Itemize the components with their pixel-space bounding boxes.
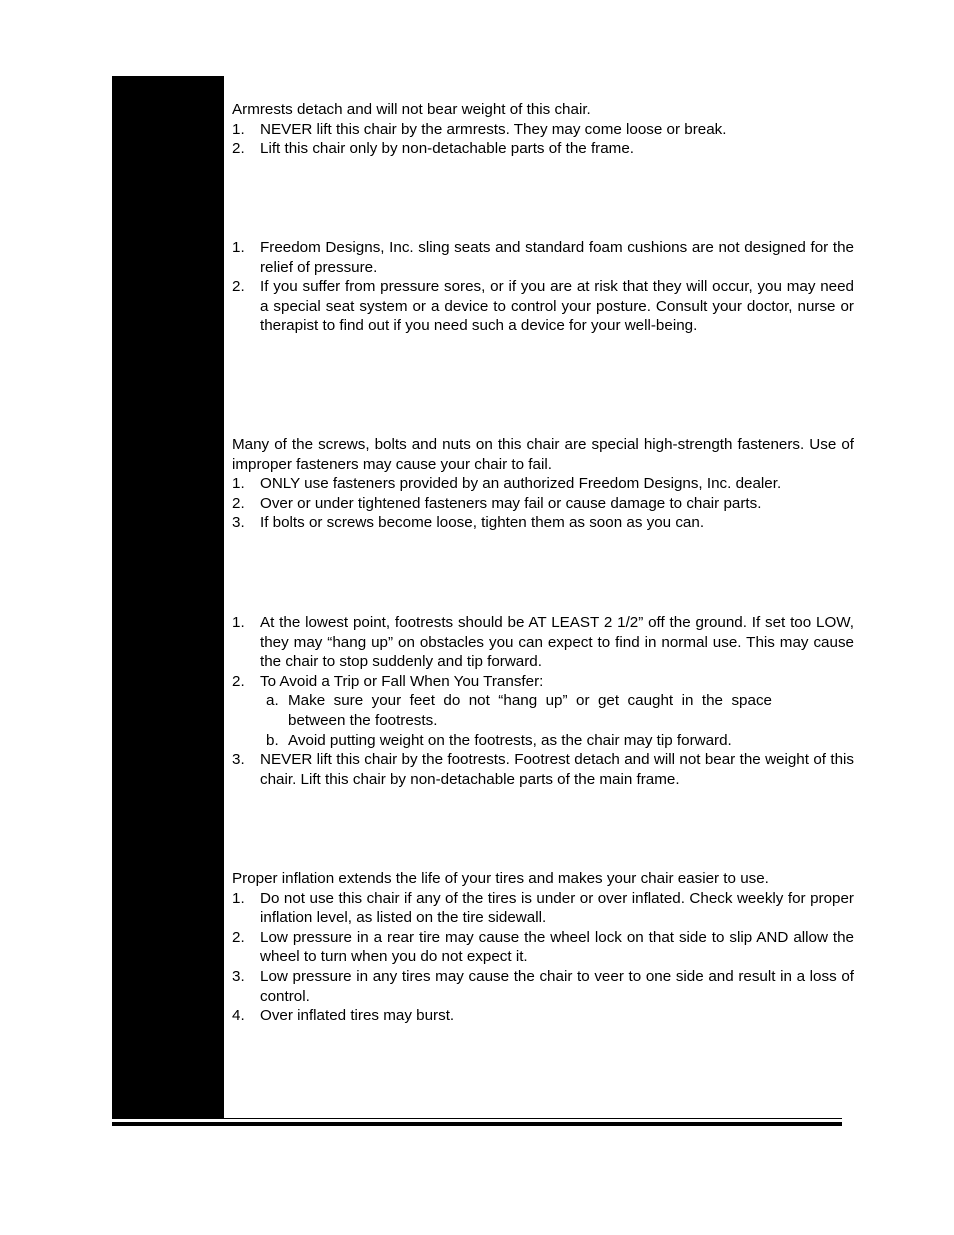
list-item: 2. Over or under tightened fasteners may fail or cause damage to chair parts. [232,494,762,512]
footer-rule-thin [112,1118,842,1119]
list-item: 2. If you suffer from pressure sores, or if you are at risk that they will occur, you may need a special seat system or a device to control your posture. Consult your doctor, nurse or therapist to find out if you need such a device for your well-being. [232,278,854,335]
list-item: 1. Freedom Designs, Inc. sling seats and standard foam cushions are not designed for the relief of pressure. [232,239,854,276]
armrests-section [232,100,854,159]
list-item: 3. If bolts or screws become loose, tighten them as soon as you can. [232,514,705,532]
warning-list [232,120,854,159]
list-item: 2. To Avoid a Trip or Fall When You Transfer: a. Make sure your feet do not “hang up” or get caught in the space between the footrests. b. Avoid putting weight on the footrests, as the chair may tip forward. [232,672,854,750]
sub-list-item: b. Avoid putting weight on the footrests, as the chair may tip forward. [266,731,732,749]
warning-list [232,238,854,336]
list-item: 1. ONLY use fasteners provided by an authorized Freedom Designs, Inc. dealer. [232,475,782,493]
sub-list-item: a. Make sure your feet do not “hang up” or get caught in the space between the footrests. [266,692,772,729]
section-intro: Many of the screws, bolts and nuts on this chair are special high-strength fasteners. Use of improper fasteners may cause your chair to fail. [232,436,854,473]
list-item: 2. Lift this chair only by non-detachable parts of the frame. [232,140,634,158]
warning-list [232,889,854,1026]
section-intro: Armrests detach and will not bear weight of this chair. [232,101,591,118]
seating-section [232,238,854,336]
side-tab-bar [112,76,224,1118]
footer-rule-thick [112,1122,842,1126]
section-intro: Proper inflation extends the life of your tires and makes your chair easier to use. [232,870,769,887]
sub-list [260,691,854,750]
warning-list [232,474,854,533]
list-item: 2. Low pressure in a rear tire may cause the wheel lock on that side to slip AND allow the wheel to turn when you do not expect it. [232,928,854,966]
list-item: 3. Low pressure in any tires may cause the chair to veer to one side and result in a loss of control. [232,967,854,1005]
list-item: 1. NEVER lift this chair by the armrests. They may come loose or break. [232,120,727,138]
tires-section [232,869,854,1026]
list-item: 1. Do not use this chair if any of the tires is under or over inflated. Check weekly for proper inflation level, as listed on the tire sidewall. [232,889,854,927]
fasteners-section [232,435,854,533]
list-item: 3. NEVER lift this chair by the footrests. Footrest detach and will not bear the weight of this chair. Lift this chair by non-detachable parts of the main frame. [232,751,854,788]
footrests-section [232,613,854,789]
list-item: 4. Over inflated tires may burst. [232,1007,455,1025]
warning-list [232,613,854,789]
list-item: 1. At the lowest point, footrests should be AT LEAST 2 1/2” off the ground. If set too LOW, they may “hang up” on obstacles you can expect to find in normal use. This may cause the chair to stop suddenly and tip forward. [232,614,854,671]
